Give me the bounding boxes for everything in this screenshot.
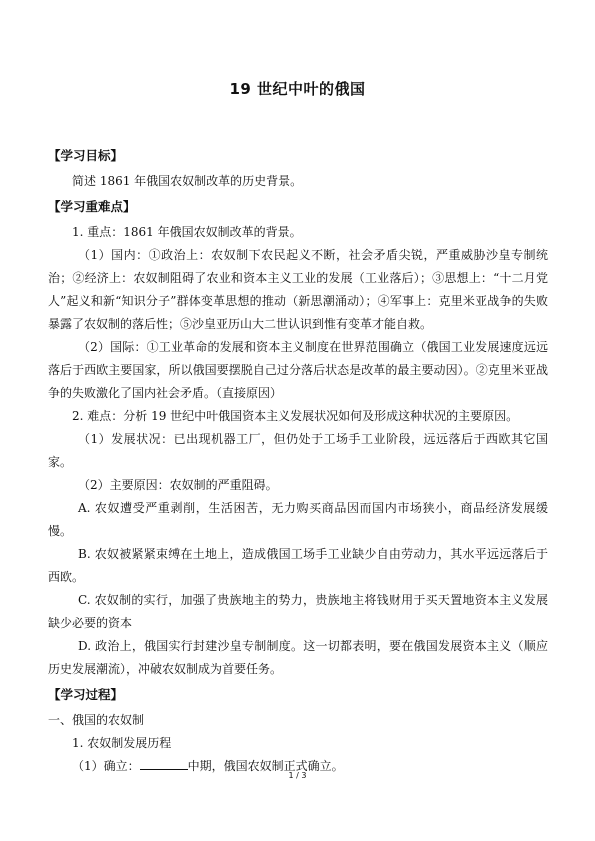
section-heading-process: 【学习过程】 (48, 687, 124, 702)
key-point-2-d: D. 政治上，俄国实行封建沙皇专制制度。这一切都表明，要在俄国发展资本主义（顺应历史发展潮流），冲破农奴制成为首要任务。 (48, 639, 548, 676)
section-heading-key-points: 【学习重难点】 (48, 199, 136, 214)
key-point-2: 2. 难点：分析 19 世纪中叶俄国资本主义发展状况如何及形成这种状况的主要原因。 (72, 409, 519, 423)
fill-suffix: 中期，俄国农奴制正式确立。 (187, 759, 344, 773)
key-point-1: 1. 重点：1861 年俄国农奴制改革的背景。 (72, 225, 302, 239)
fill-blank[interactable] (140, 755, 188, 770)
key-point-1-international: （2）国际：①工业革命的发展和资本主义制度在世界范围确立（俄国工业发展速度远远落后于西欧主要国家，所以俄国要摆脱自己过分落后状态是改革的最主要动因）。②克里米亚战争的失败激化了国内社会矛盾。（直接原因） (48, 340, 548, 400)
goal-text: 简述 1861 年俄国农奴制改革的历史背景。 (72, 174, 303, 188)
section-heading-goal: 【学习目标】 (48, 148, 124, 163)
page-title: 19 世纪中叶的俄国 (229, 80, 366, 98)
fill-prefix: （1）确立： (72, 759, 140, 773)
process-item-1: 一、俄国的农奴制 (48, 713, 145, 727)
key-point-1-domestic: （1）国内：①政治上：农奴制下农民起义不断，社会矛盾尖锐，严重威胁沙皇专制统治；②经济上：农奴制阻碍了农业和资本主义工业的发展（工业落后）；③思想上：“十二月党人”起义和新“知识分子”群体变革思想的推动（新思潮涌动）；④军事上：克里米亚战争的失败暴露了农奴制的落后性；⑤沙皇亚历山大二世认识到惟有变革才能自救。 (48, 248, 548, 331)
key-point-2-a: A. 农奴遭受严重剥削，生活困苦，无力购买商品因而国内市场狭小，商品经济发展缓慢。 (48, 501, 548, 538)
page-number: 1 / 3 (288, 771, 307, 780)
document-body (48, 142, 548, 778)
key-point-2-c: C. 农奴制的实行，加强了贵族地主的势力，贵族地主将钱财用于买天置地资本主义发展缺少必要的资本 (48, 593, 548, 630)
process-item-1-1: 1. 农奴制发展历程 (72, 736, 172, 750)
key-point-2-reason: （2）主要原因：农奴制的严重阻碍。 (78, 478, 278, 492)
key-point-2-b: B. 农奴被紧紧束缚在土地上，造成俄国工场手工业缺少自由劳动力，其水平远远落后于西欧。 (48, 547, 548, 584)
key-point-2-status: （1）发展状况：已出现机器工厂，但仍处于工场手工业阶段，远远落后于西欧其它国家。 (48, 432, 548, 469)
